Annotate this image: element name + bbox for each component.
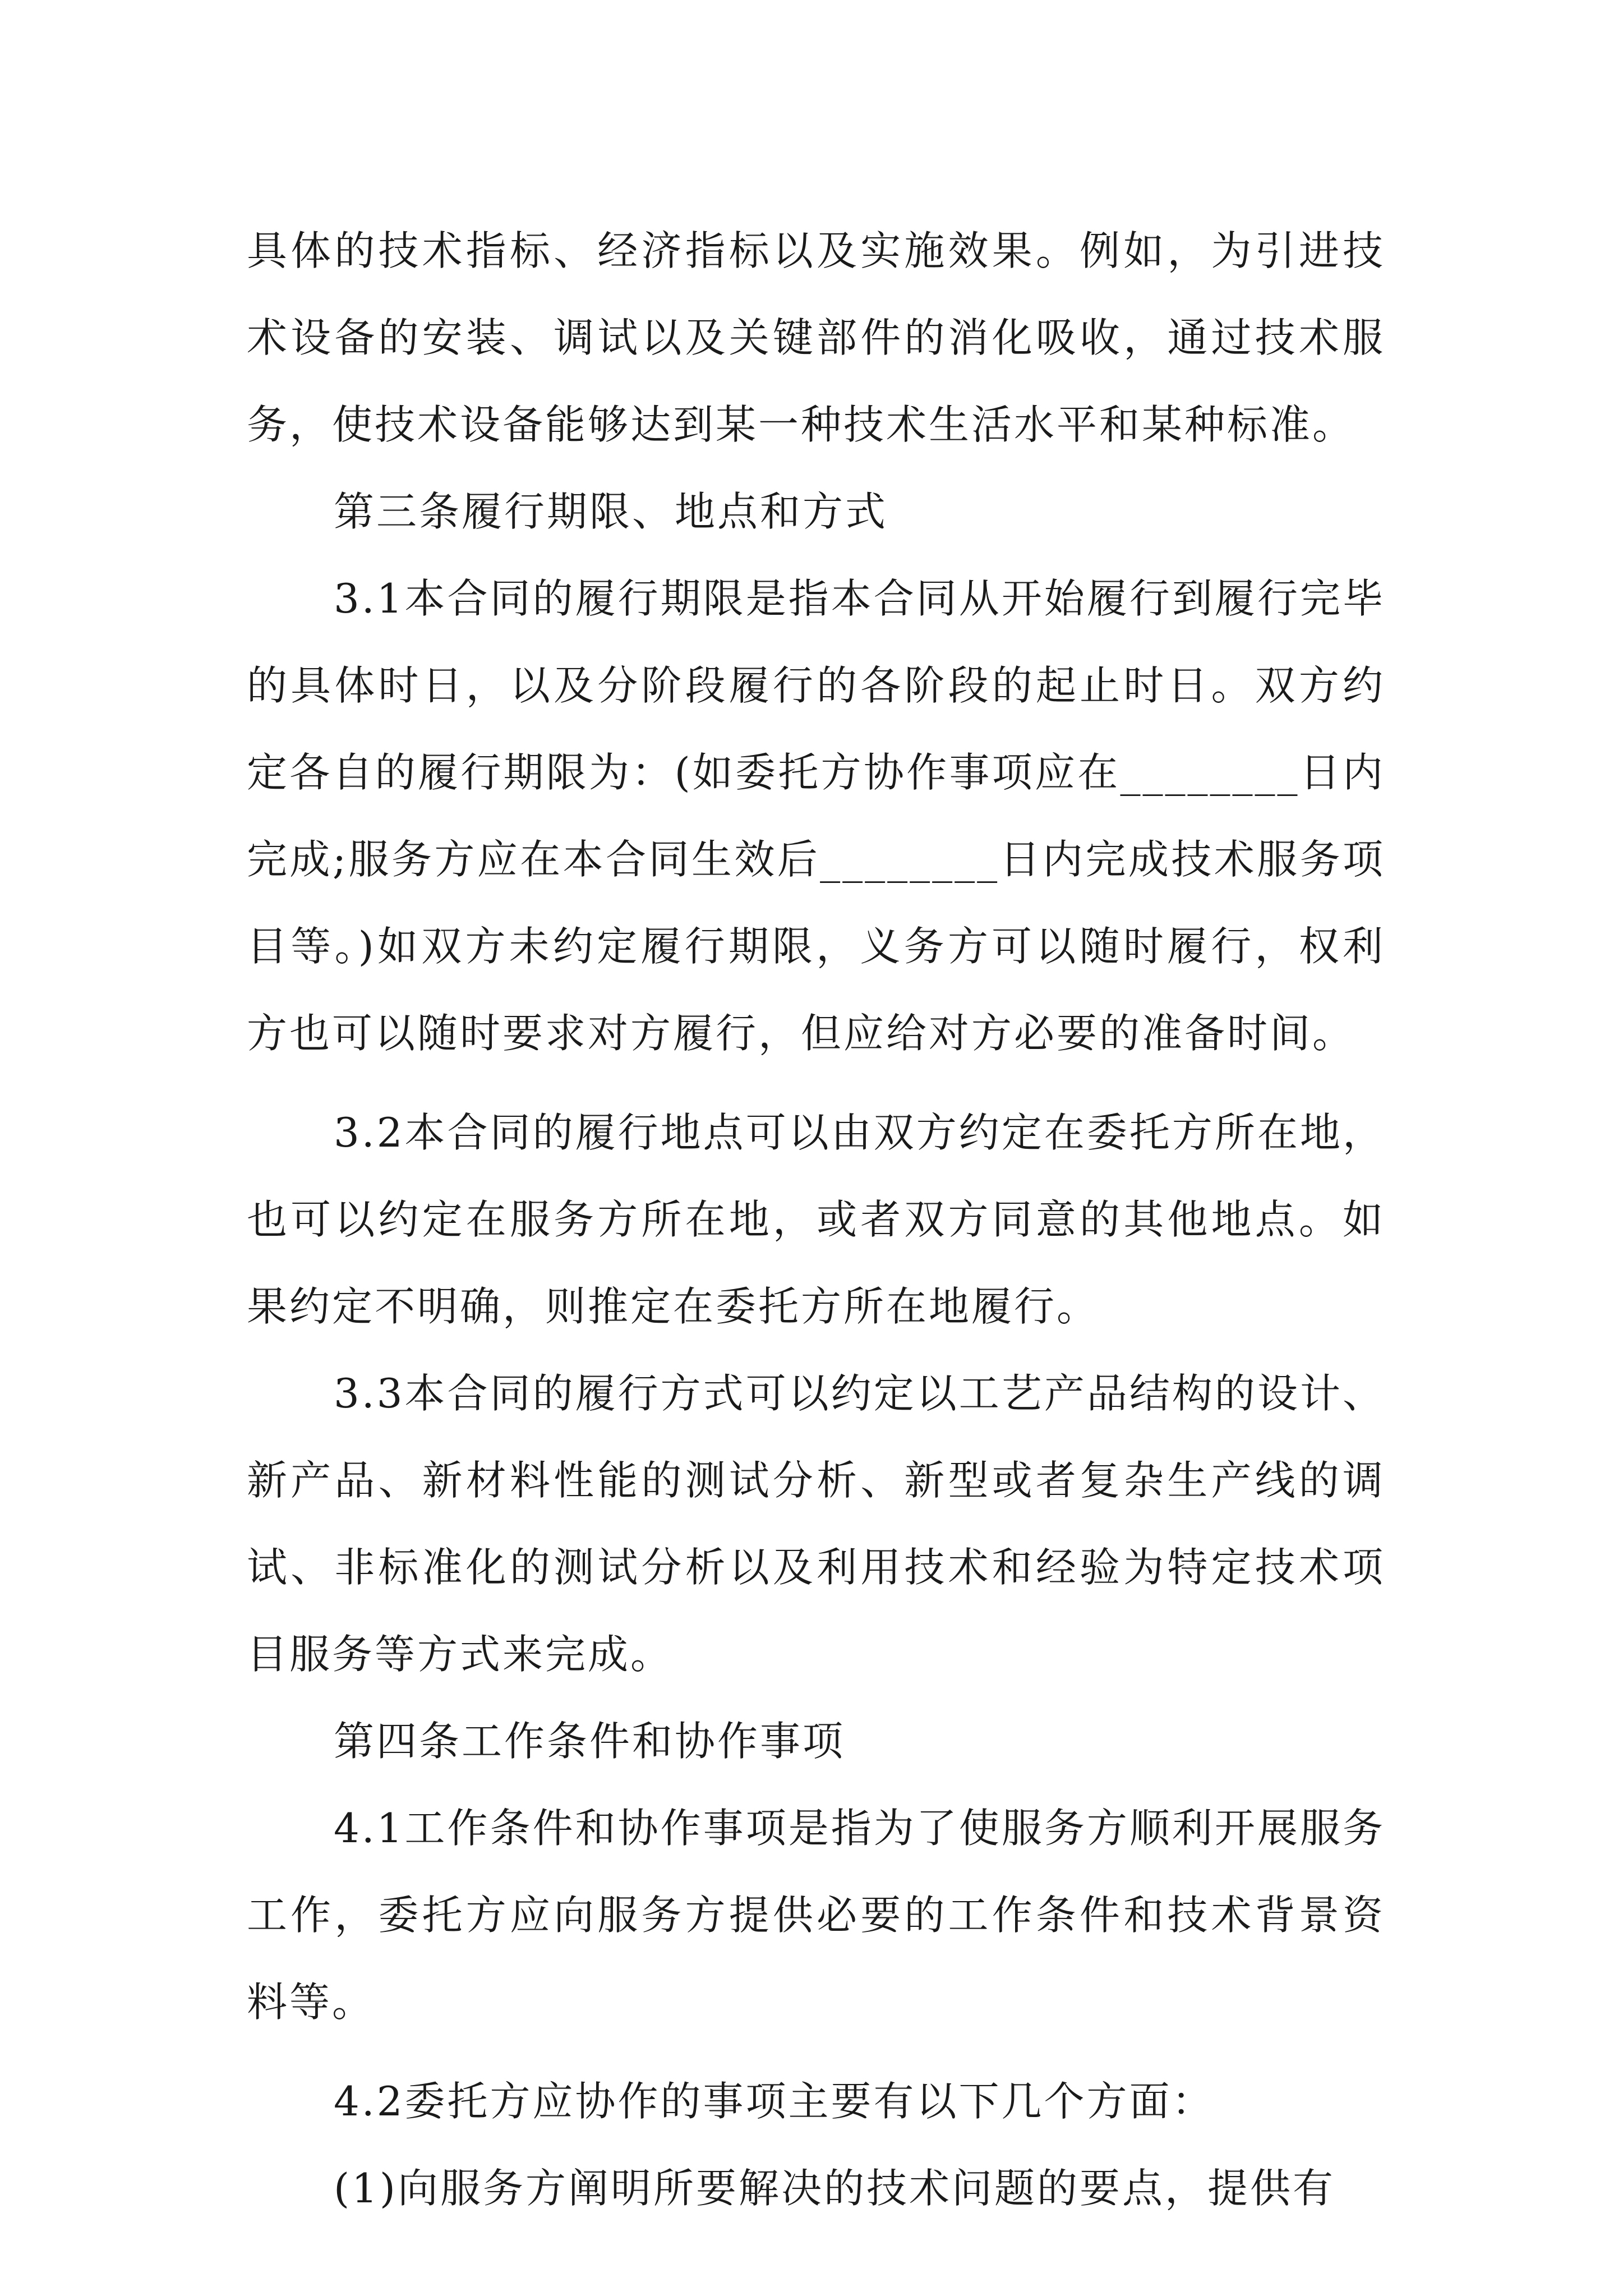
- paragraph-3-2-performance-location: 3.2本合同的履行地点可以由双方约定在委托方所在地，也可以约定在服务方所在地，或者双方同意的其他地点。如果约定不明确，则推定在委托方所在地履行。: [247, 1109, 1385, 1330]
- paragraph-item-1: (1)向服务方阐明所要解决的技术问题的要点，提供有: [334, 2165, 1335, 2212]
- paragraph-4-1-working-conditions: 4.1工作条件和协作事项是指为了使服务方顺利开展服务工作，委托方应向服务方提供必要的工作条件和技术背景资料等。: [247, 1805, 1385, 2026]
- document-body: [247, 208, 1385, 2232]
- paragraph-3-1-performance-period: 3.1本合同的履行期限是指本合同从开始履行到履行完毕的具体时日，以及分阶段履行的各阶段的起止时日。双方约定各自的履行期限为：(如委托方协作事项应在________日内完成;服务方应在本合同生效后________日内完成技术服务项目等。)如双方未约定履行期限，义务方可以随时履行，权利方也可以随时要求对方履行，但应给对方必要的准备时间。: [247, 575, 1385, 1057]
- paragraph-4-2-cooperation-items: 4.2委托方应协作的事项主要有以下几个方面：: [334, 2078, 1215, 2125]
- heading-article-4: 第四条工作条件和协作事项: [334, 1718, 846, 1765]
- paragraph-3-3-performance-method: 3.3本合同的履行方式可以约定以工艺产品结构的设计、新产品、新材料性能的测试分析、新型或者复杂生产线的调试、非标准化的测试分析以及利用技术和经验为特定技术项目服务等方式来完成。: [247, 1370, 1385, 1678]
- paragraph-technical-indicators: 具体的技术指标、经济指标以及实施效果。例如，为引进技术设备的安装、调试以及关键部件的消化吸收，通过技术服务，使技术设备能够达到某一种技术生活水平和某种标准。: [247, 227, 1385, 448]
- heading-article-3: 第三条履行期限、地点和方式: [334, 488, 888, 535]
